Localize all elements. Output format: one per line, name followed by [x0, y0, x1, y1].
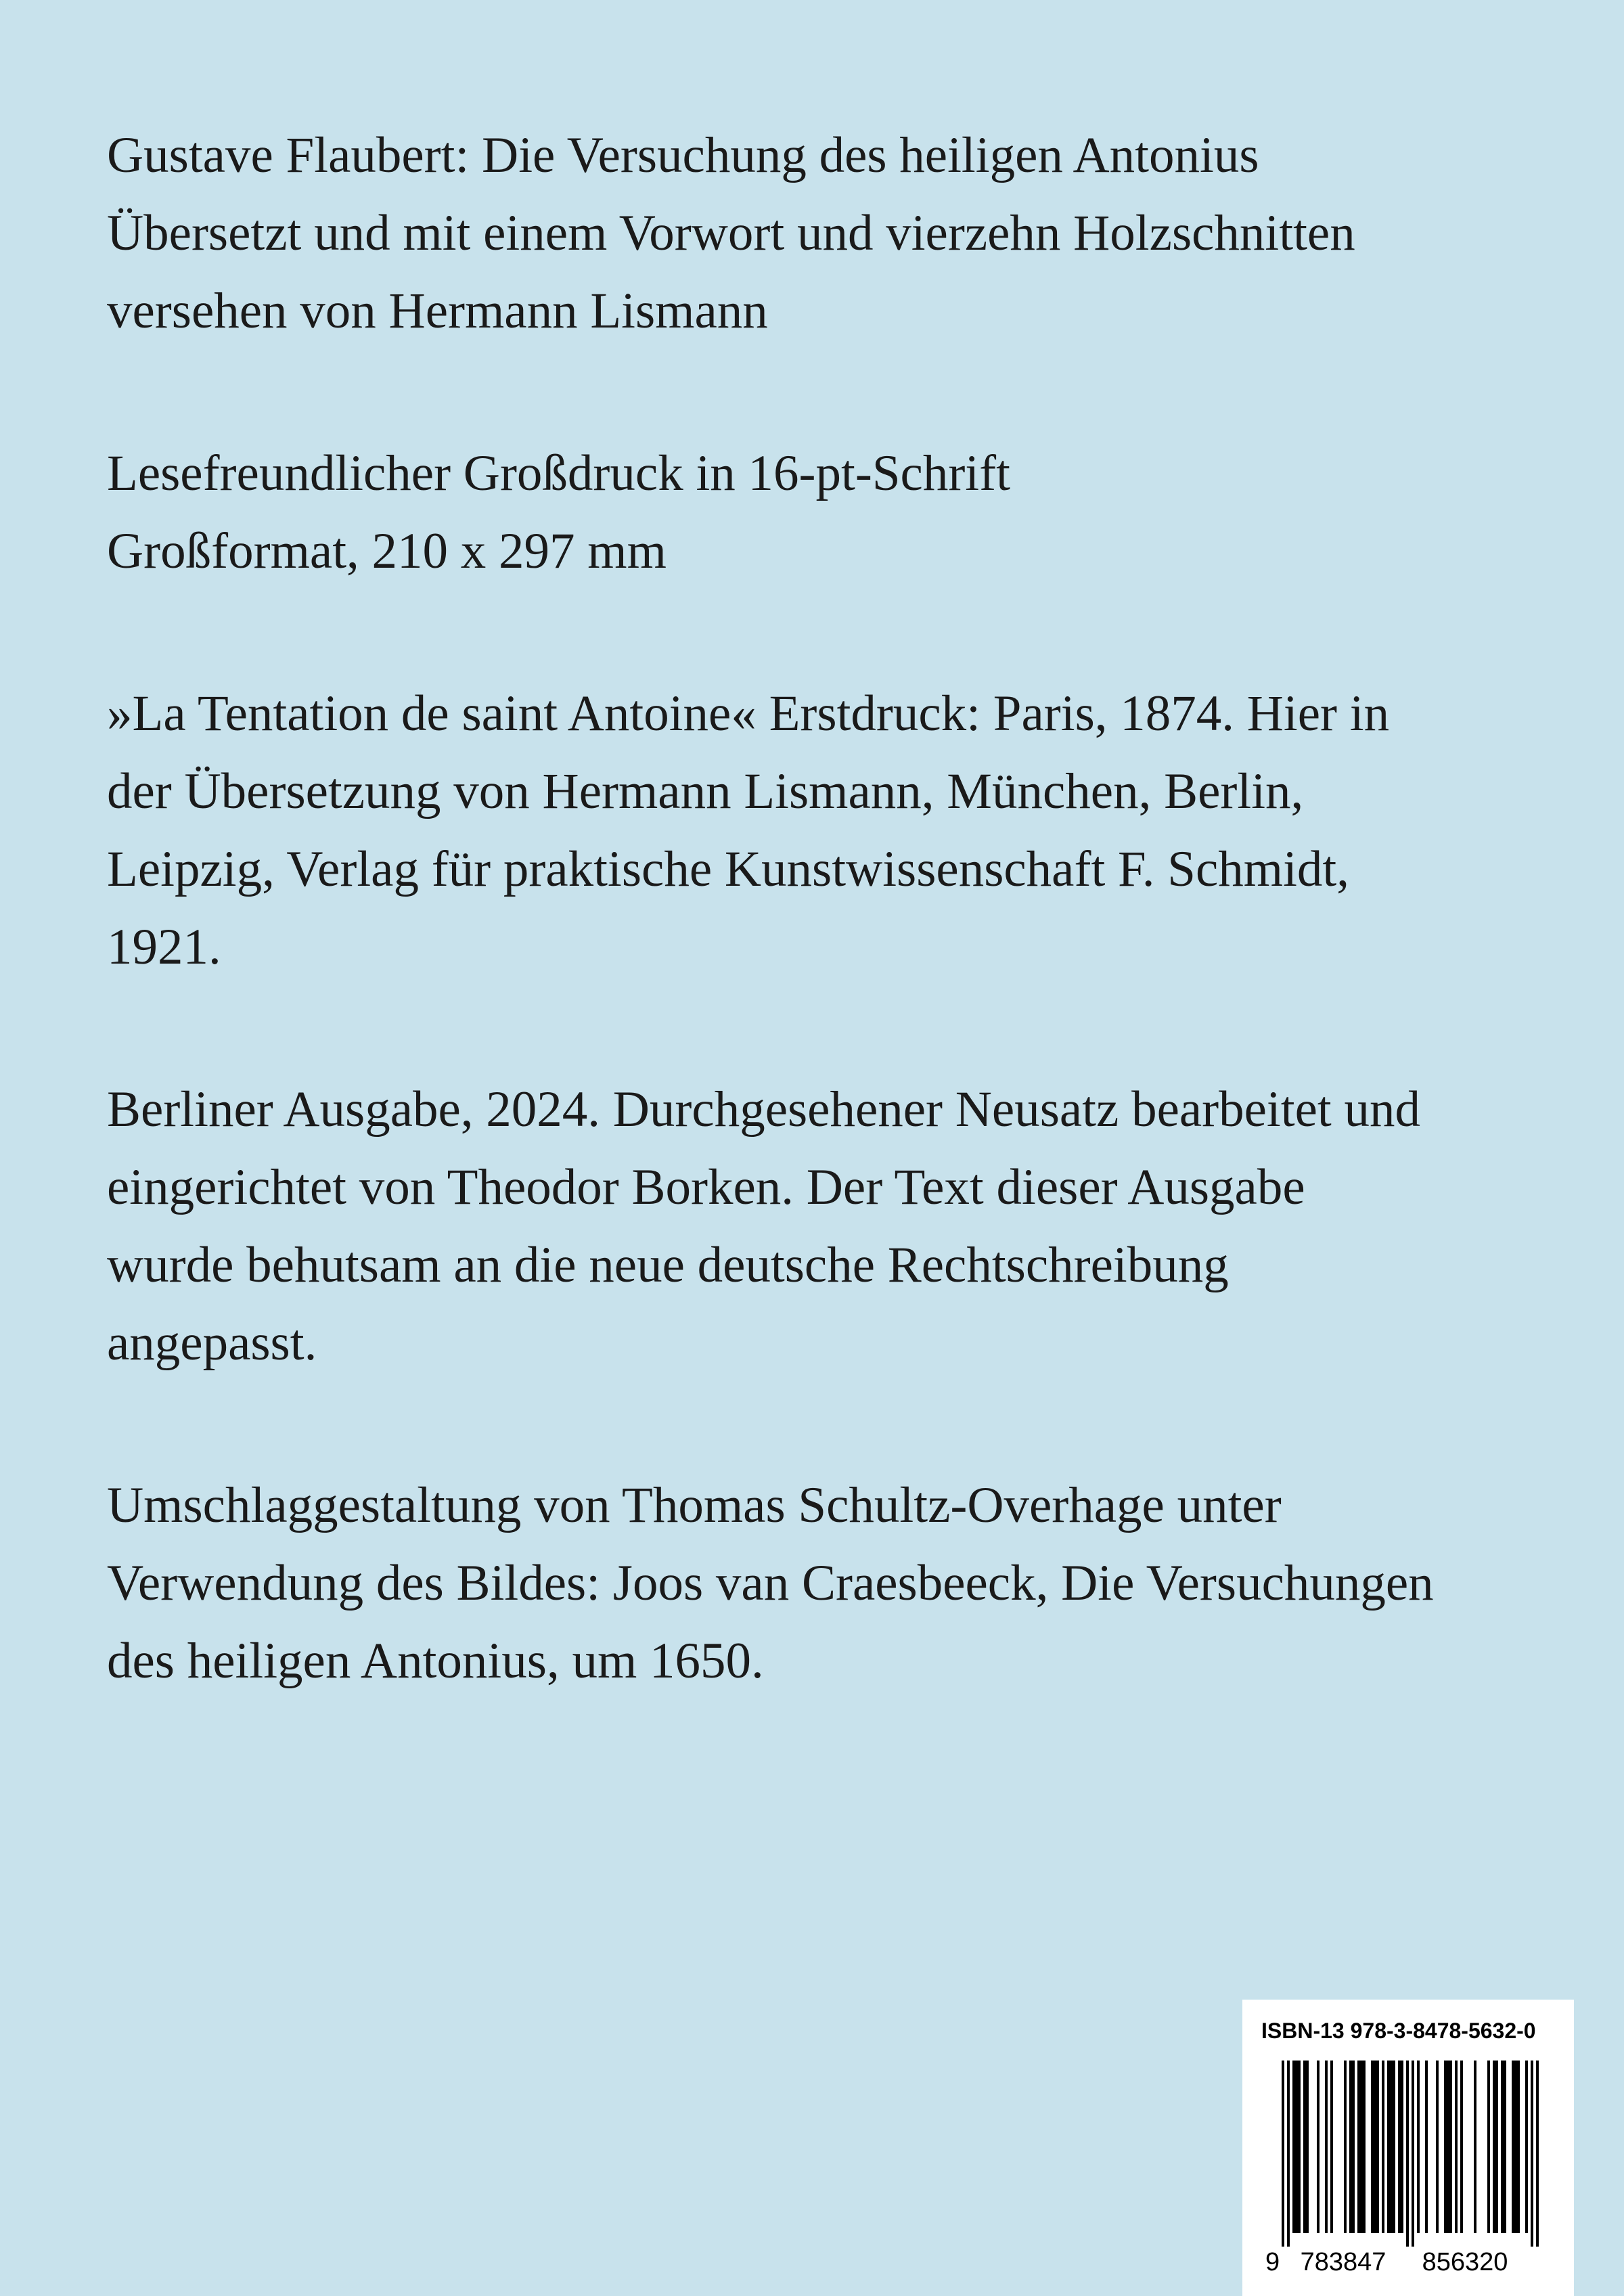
barcode-bar: [1390, 2061, 1393, 2233]
barcode-bar: [1512, 2061, 1514, 2233]
barcode-right-digits: 856320: [1422, 2248, 1508, 2276]
text-line: der Übersetzung von Hermann Lismann, München, Berlin,: [107, 763, 1304, 819]
barcode-bar: [1371, 2061, 1374, 2233]
barcode-bar: [1425, 2061, 1428, 2233]
text-line: Großformat, 210 x 297 mm: [107, 523, 667, 579]
barcode-bar: [1393, 2061, 1395, 2233]
barcode-bar: [1382, 2061, 1384, 2233]
barcode-bar: [1374, 2061, 1376, 2233]
barcode-bar: [1330, 2061, 1333, 2233]
barcode-bar: [1504, 2061, 1506, 2233]
back-cover-text: [107, 116, 1555, 1784]
barcode-bar: [1436, 2061, 1439, 2233]
barcode-bar: [1306, 2061, 1309, 2233]
barcode-bar: [1444, 2061, 1447, 2233]
isbn-barcode: [1242, 2000, 1574, 2296]
text-line: Lesefreundlicher Großdruck in 16-pt-Schrift: [107, 445, 1010, 501]
barcode-bar: [1501, 2061, 1504, 2233]
text-line: wurde behutsam an die neue deutsche Rechtschreibung: [107, 1237, 1229, 1293]
barcode-guard-bar: [1287, 2061, 1290, 2247]
text-line: angepasst.: [107, 1315, 317, 1371]
barcode-guard-bar: [1412, 2061, 1414, 2247]
barcode-left-digits: 783847: [1300, 2248, 1386, 2276]
first-edition-block: [107, 675, 1555, 986]
title-block: [107, 116, 1555, 350]
barcode-bar: [1303, 2061, 1306, 2233]
text-line: Leipzig, Verlag für praktische Kunstwissenschaft F. Schmidt,: [107, 841, 1349, 897]
text-line: Übersetzt und mit einem Vorwort und vierzehn Holzschnitten: [107, 205, 1355, 261]
barcode-guard-bar: [1406, 2061, 1409, 2247]
barcode-bar: [1417, 2061, 1420, 2233]
barcode-bar: [1401, 2061, 1403, 2233]
text-line: 1921.: [107, 919, 221, 975]
format-block: [107, 434, 1555, 590]
text-line: Verwendung des Bildes: Joos van Craesbeeck, Die Versuchungen: [107, 1555, 1434, 1611]
text-line: Berliner Ausgabe, 2024. Durchgesehener Neusatz bearbeitet und: [107, 1081, 1420, 1138]
barcode-guard-bar: [1536, 2061, 1539, 2247]
barcode-bar: [1517, 2061, 1520, 2233]
barcode-bar: [1495, 2061, 1498, 2233]
barcode-bar: [1514, 2061, 1517, 2233]
barcode-bar: [1447, 2061, 1449, 2233]
barcode-bar: [1525, 2061, 1528, 2233]
barcode-bar: [1449, 2061, 1452, 2233]
edition-block: [107, 1071, 1555, 1382]
text-line: eingerichtet von Theodor Borken. Der Text dieser Ausgabe: [107, 1159, 1305, 1215]
cover-design-block: [107, 1466, 1555, 1700]
barcode-guard-bar: [1282, 2061, 1284, 2247]
barcode-bar: [1398, 2061, 1401, 2233]
text-line: versehen von Hermann Lismann: [107, 283, 768, 339]
barcode-bar: [1352, 2061, 1355, 2233]
barcode-bar: [1360, 2061, 1363, 2233]
barcode-bar: [1325, 2061, 1328, 2233]
barcode-bar: [1295, 2061, 1298, 2233]
barcode-bar: [1349, 2061, 1352, 2233]
text-line: Umschlaggestaltung von Thomas Schultz-Overhage unter: [107, 1477, 1282, 1533]
barcode-icon: [1261, 2061, 1552, 2277]
barcode-bar: [1387, 2061, 1390, 2233]
isbn-label: ISBN-13 978-3-8478-5632-0: [1261, 2019, 1536, 2043]
barcode-first-digit: 9: [1265, 2248, 1280, 2276]
text-line: des heiligen Antonius, um 1650.: [107, 1633, 764, 1689]
barcode-bar: [1460, 2061, 1463, 2233]
barcode-bar: [1344, 2061, 1347, 2233]
barcode-bar: [1357, 2061, 1360, 2233]
barcode-bar: [1376, 2061, 1379, 2233]
barcode-guard-bar: [1531, 2061, 1533, 2247]
barcode-bar: [1474, 2061, 1476, 2233]
text-line: Gustave Flaubert: Die Versuchung des heiligen Antonius: [107, 127, 1259, 183]
text-line: »La Tentation de saint Antoine« Erstdruck: Paris, 1874. Hier in: [107, 685, 1390, 742]
barcode-bar: [1487, 2061, 1490, 2233]
barcode-bar: [1493, 2061, 1495, 2233]
barcode-bar: [1317, 2061, 1320, 2233]
barcode-bar: [1455, 2061, 1458, 2233]
barcode-bar: [1298, 2061, 1301, 2233]
barcode-bar: [1292, 2061, 1295, 2233]
barcode-bar: [1363, 2061, 1366, 2233]
